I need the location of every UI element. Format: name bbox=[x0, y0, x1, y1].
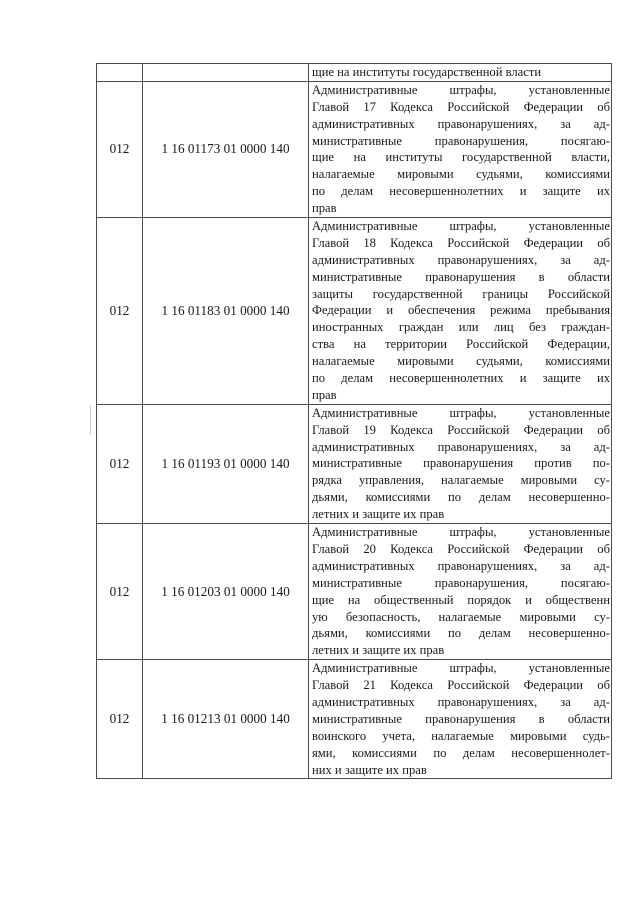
revenue-name-line: ями, комиссиями по делам несовершеннолет- bbox=[312, 745, 610, 760]
revenue-name-line: министративные правонарушения, посягаю- bbox=[312, 133, 610, 148]
revenue-name-line: дьями, комиссиями по делам несовершенно- bbox=[312, 626, 610, 641]
budget-classification-code-cell: 1 16 01173 01 0000 140 bbox=[143, 81, 309, 217]
revenue-name-line: Главой 20 Кодекса Российской Федерации об bbox=[312, 541, 610, 556]
budget-classification-code-cell: 1 16 01183 01 0000 140 bbox=[143, 218, 309, 405]
admin-code-cell: 012 bbox=[97, 660, 143, 779]
revenue-name-line: летних и защите их прав bbox=[312, 643, 445, 658]
revenue-name-line: прав bbox=[312, 201, 337, 216]
admin-code-cell bbox=[97, 64, 143, 82]
revenue-name-line: Административные штрафы, установленные bbox=[312, 525, 610, 540]
table-row bbox=[97, 218, 612, 405]
admin-code-cell: 012 bbox=[97, 404, 143, 523]
revenue-name-line: Административные штрафы, установленные bbox=[312, 219, 610, 234]
revenue-name-line: Главой 17 Кодекса Российской Федерации об bbox=[312, 99, 610, 114]
revenue-name-line: ства на территории Российской Федерации, bbox=[312, 337, 610, 352]
revenue-name-line: щие на общественный порядок и общественн bbox=[312, 592, 610, 607]
revenue-name-line: летних и защите их прав bbox=[312, 507, 445, 522]
revenue-name-line: министративные правонарушения в области bbox=[312, 269, 610, 284]
revenue-name-line: по делам несовершеннолетних и защите их bbox=[312, 371, 610, 386]
revenue-name-line: Административные штрафы, установленные bbox=[312, 82, 610, 97]
revenue-name-cell bbox=[309, 64, 612, 82]
revenue-name-line: налагаемые мировыми судьями, комиссиями bbox=[312, 167, 610, 182]
revenue-name-cell bbox=[309, 218, 612, 405]
budget-classification-code-cell: 1 16 01193 01 0000 140 bbox=[143, 404, 309, 523]
revenue-name-line: административных правонарушениях, за ад- bbox=[312, 694, 610, 709]
admin-code-cell: 012 bbox=[97, 218, 143, 405]
revenue-name-line: Административные штрафы, установленные bbox=[312, 661, 610, 676]
budget-classification-code-cell: 1 16 01213 01 0000 140 bbox=[143, 660, 309, 779]
table-row bbox=[97, 404, 612, 523]
scan-artifact-line bbox=[90, 405, 91, 435]
revenue-name-line: административных правонарушениях, за ад- bbox=[312, 558, 610, 573]
table-row bbox=[97, 64, 612, 82]
admin-code-cell: 012 bbox=[97, 81, 143, 217]
revenue-name-line: административных правонарушениях, за ад- bbox=[312, 439, 610, 454]
revenue-name-line: Федерации и обеспечения режима пребывания bbox=[312, 303, 610, 318]
revenue-name-line: административных правонарушениях, за ад- bbox=[312, 252, 610, 267]
revenue-name-cell bbox=[309, 81, 612, 217]
table-row bbox=[97, 81, 612, 217]
budget-codes-table bbox=[96, 63, 612, 779]
admin-code-cell: 012 bbox=[97, 524, 143, 660]
revenue-name-line: административных правонарушениях, за ад- bbox=[312, 116, 610, 131]
revenue-name-line: Главой 18 Кодекса Российской Федерации об bbox=[312, 235, 610, 250]
revenue-name-line: воинского учета, налагаемые мировыми судь- bbox=[312, 728, 610, 743]
revenue-name-cell bbox=[309, 404, 612, 523]
revenue-name-line: иностранных граждан или лиц без граждан- bbox=[312, 320, 610, 335]
revenue-name-cell bbox=[309, 524, 612, 660]
revenue-name-line: Главой 19 Кодекса Российской Федерации об bbox=[312, 422, 610, 437]
revenue-name-cell bbox=[309, 660, 612, 779]
revenue-name-line: ую безопасность, налагаемые мировыми су- bbox=[312, 609, 610, 624]
revenue-name-line: них и защите их прав bbox=[312, 762, 427, 777]
revenue-name-line: налагаемые мировыми судьями, комиссиями bbox=[312, 354, 610, 369]
budget-classification-code-cell: 1 16 01203 01 0000 140 bbox=[143, 524, 309, 660]
revenue-name-line: Главой 21 Кодекса Российской Федерации об bbox=[312, 678, 610, 693]
revenue-name-line: по делам несовершеннолетних и защите их bbox=[312, 184, 610, 199]
revenue-name-line: Административные штрафы, установленные bbox=[312, 405, 610, 420]
revenue-name-line: министративные правонарушения, посягаю- bbox=[312, 575, 610, 590]
revenue-name-line: министративные правонарушения против по- bbox=[312, 456, 610, 471]
table-row bbox=[97, 524, 612, 660]
revenue-name-line: щие на институты государственной власти bbox=[312, 65, 542, 79]
table-row bbox=[97, 660, 612, 779]
revenue-name-line: защиты государственной границы Российской bbox=[312, 286, 610, 301]
revenue-name-line: дьями, комиссиями по делам несовершенно- bbox=[312, 490, 610, 505]
budget-classification-code-cell bbox=[143, 64, 309, 82]
table-body bbox=[97, 64, 612, 779]
revenue-name-line: прав bbox=[312, 387, 337, 402]
revenue-name-line: щие на институты государственной власти, bbox=[312, 150, 610, 165]
revenue-name-line: министративные правонарушения в области bbox=[312, 711, 610, 726]
revenue-name-line: рядка управления, налагаемые мировыми су- bbox=[312, 473, 610, 488]
